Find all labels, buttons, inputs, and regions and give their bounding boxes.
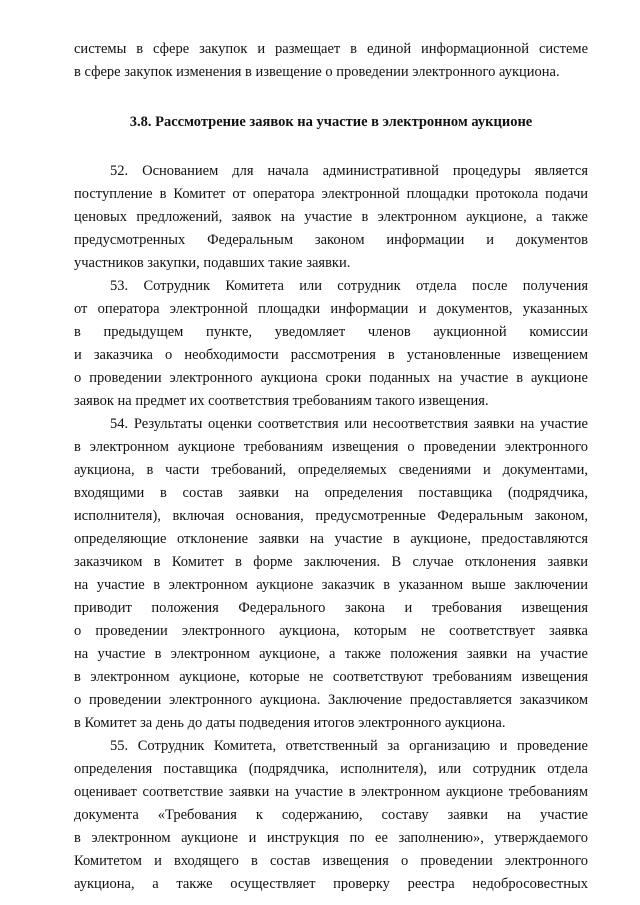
text-line: о проведении электронного аукциона сроки поданных на участие в аукционе [74, 370, 588, 386]
text-line: на участие в электронном аукционе, а также положения заявки на участие [74, 646, 588, 662]
text-line: 55. Сотрудник Комитета, ответственный за организацию и проведение [110, 738, 588, 754]
text-line: в электронном аукционе требованиям извещения о проведении электронного [74, 439, 588, 455]
paragraph-52 [74, 160, 588, 275]
text-line: аукциона, а также осуществляет проверку реестра недобросовестных [74, 876, 588, 892]
text-line: заказчиком в Комитет в форме заключения. В случае отклонения заявки [74, 554, 588, 570]
text-line: 52. Основанием для начала административной процедуры является [110, 163, 588, 179]
text-line: предусмотренных Федеральным законом информации и документов [74, 232, 588, 248]
section-heading: 3.8. Рассмотрение заявок на участие в электронном аукционе [129, 114, 533, 130]
text-line: системы в сфере закупок и размещает в единой информационной системе [74, 41, 588, 57]
text-line: поступление в Комитет от оператора электронной площадки протокола подачи [74, 186, 588, 202]
intro-text [74, 38, 588, 84]
text-line: 54. Результаты оценки соответствия или несоответствия заявки на участие [110, 416, 588, 432]
text-line: в электронном аукционе и инструкция по ее заполнению», утверждаемого [74, 830, 588, 846]
text-line: в предыдущем пункте, уведомляет членов аукционной комиссии [74, 324, 588, 340]
text-line: на участие в электронном аукционе заказчик в указанном выше заключении [74, 577, 588, 593]
text-line: оценивает соответствие заявки на участие в электронном аукционе требованиям [74, 784, 588, 800]
paragraph-54 [74, 413, 588, 735]
document-page [74, 38, 588, 896]
text-line: о проведении электронного аукциона. Заключение предоставляется заказчиком [74, 692, 588, 708]
text-line: определяющие отклонение заявки на участие в аукционе, предоставляются [74, 531, 588, 547]
text-line: ценовых предложений, заявок на участие в электронном аукционе, а также [74, 209, 588, 225]
text-line: в электронном аукционе, которые не соответствуют требованиям извещения [74, 669, 588, 685]
text-line: определения поставщика (подрядчика, исполнителя), или сотрудник отдела [74, 761, 588, 777]
paragraph-53 [74, 275, 588, 413]
text-line: и заказчика о необходимости рассмотрения в установленные извещением [74, 347, 588, 363]
paragraph-55 [74, 735, 588, 896]
text-line: в Комитет за день до даты подведения итогов электронного аукциона. [74, 715, 506, 731]
text-line: аукциона, в части требований, определяемых сведениями и документами, [74, 462, 588, 478]
text-line: 53. Сотрудник Комитета или сотрудник отдела после получения [110, 278, 588, 294]
text-line: приводит положения Федерального закона и требования извещения [74, 600, 588, 616]
text-line: Комитетом и входящего в состав извещения о проведении электронного [74, 853, 588, 869]
text-line: от оператора электронной площадки информации и документов, указанных [74, 301, 588, 317]
text-line: участников закупки, подавших такие заявки. [74, 255, 351, 271]
text-line: заявок на предмет их соответствия требованиям такого извещения. [74, 393, 489, 409]
text-line: входящими в состав заявки на определения поставщика (подрядчика, [74, 485, 588, 501]
text-line: документа «Требования к содержанию, составу заявки на участие [74, 807, 588, 823]
text-line: о проведении электронного аукциона, которым не соответствует заявка [74, 623, 588, 639]
text-line: в сфере закупок изменения в извещение о проведении электронного аукциона. [74, 64, 560, 80]
text-line: исполнителя), включая основания, предусмотренные Федеральным законом, [74, 508, 588, 524]
